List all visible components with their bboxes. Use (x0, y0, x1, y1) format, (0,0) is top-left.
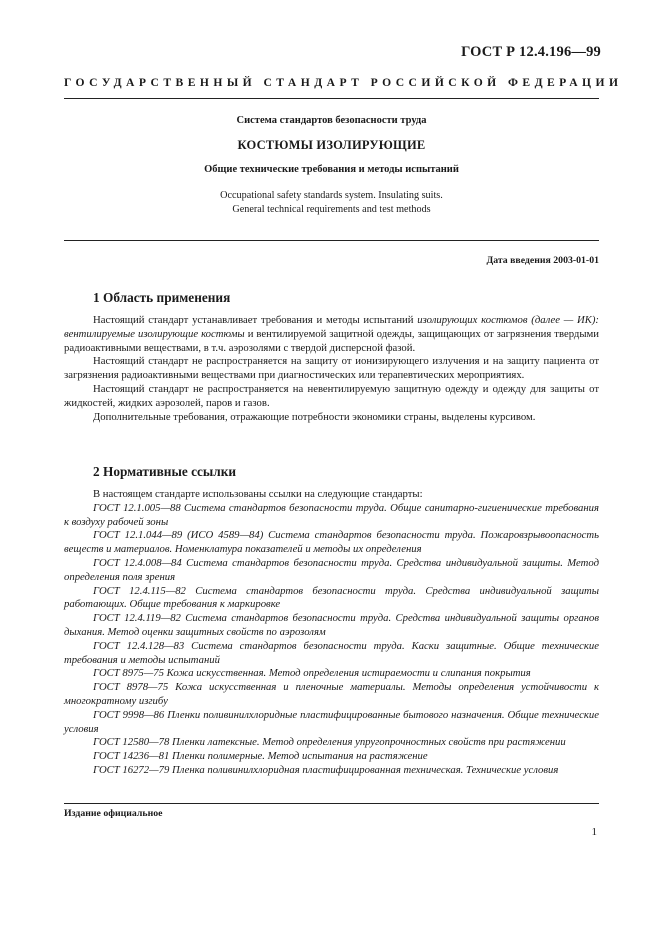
reference-item: ГОСТ 12.1.044—89 (ИСО 4589—84) Система стандартов безопасности труда. Пожаровзрывоопасность веществ и материалов. Номенклатура показателей и методы их определения (64, 529, 599, 556)
introduction-date: Дата введения 2003-01-01 (486, 255, 599, 266)
title-divider (64, 240, 599, 241)
state-standard-banner: ГОСУДАРСТВЕННЫЙ СТАНДАРТ РОССИЙСКОЙ ФЕДЕРАЦИИ (64, 76, 623, 89)
section-normative-references (64, 464, 599, 778)
references-list (64, 502, 599, 778)
subtitle: Общие технические требования и методы испытаний (204, 164, 459, 175)
reference-item: ГОСТ 12.1.005—88 Система стандартов безопасности труда. Общие санитарно-гигиенические требования к воздуху рабочей зоны (64, 501, 599, 528)
footer-divider (64, 803, 599, 804)
reference-item: ГОСТ 8975—75 Кожа искусственная. Метод определения истираемости и слипания покрытия (93, 667, 531, 680)
scope-p1-text-end: и вентилируемой защитной одежды, защищающих от загрязнения твердыми радиоактивными веществами, в т.ч. аэрозолями с твердой дисперсной фазой. (64, 327, 600, 354)
reference-item: ГОСТ 14236—81 Пленки полимерные. Метод испытания на растяжение (93, 750, 428, 763)
reference-item: ГОСТ 9998—86 Пленки поливинилхлоридные пластифицированные бытового назначения. Общие технические условия (64, 708, 599, 735)
official-edition-label: Издание официальное (64, 808, 163, 819)
document-code: ГОСТ Р 12.4.196—99 (461, 44, 601, 60)
reference-item: ГОСТ 12.4.128—83 Система стандартов безопасности труда. Каски защитные. Общие технические требования и методы испытаний (64, 639, 599, 666)
scope-p1-text: Настоящий стандарт устанавливает требования и методы испытаний (93, 314, 418, 326)
english-title-line-2: General technical requirements and test methods (232, 204, 431, 215)
page-number: 1 (591, 826, 597, 838)
reference-item: ГОСТ 12.4.119—82 Система стандартов безопасности труда. Средства индивидуальной защиты органов дыхания. Метод оценки защитных свойств по аэрозолям (64, 612, 599, 638)
scope-p1-italic: изолирующих костюмов (далее — ИК): вентилируемые изолирующие костюмы (64, 314, 599, 340)
reference-item: ГОСТ 12.4.008—84 Система стандартов безопасности труда. Средства индивидуальной защиты. Метод определения поля зрения (64, 556, 599, 583)
system-title: Система стандартов безопасности труда (236, 115, 427, 126)
section-scope (64, 290, 599, 424)
section-1-title: 1 Область применения (93, 290, 231, 305)
scope-paragraph-1 (64, 314, 599, 355)
main-title: КОСТЮМЫ ИЗОЛИРУЮЩИЕ (237, 138, 426, 152)
references-intro: В настоящем стандарте использованы ссылки на следующие стандарты: (93, 488, 423, 500)
scope-paragraph-2: Настоящий стандарт не распространяется на защиту от ионизирующего излучения и на защиту пациента от загрязнения радиоактивными веществами при диагностических или терапевтических мероприятиях. (64, 355, 599, 382)
scope-paragraph-4: Дополнительные требования, отражающие потребности экономики страны, выделены курсивом. (93, 410, 536, 423)
section-2-title: 2 Нормативные ссылки (93, 464, 237, 479)
scope-paragraph-3: Настоящий стандарт не распространяется на невентилируемую защитную одежду и одежду для защиты от жидкостей, жидких аэрозолей, паров и газов. (64, 382, 599, 409)
english-title-line-1: Occupational safety standards system. Insulating suits. (220, 190, 443, 201)
reference-item: ГОСТ 16272—79 Пленка поливинилхлоридная пластифицированная техническая. Технические условия (93, 763, 559, 776)
header-divider (64, 98, 599, 99)
reference-item: ГОСТ 12580—78 Пленки латексные. Метод определения упругопрочностных свойств при растяжении (93, 736, 566, 749)
reference-item: ГОСТ 12.4.115—82 Система стандартов безопасности труда. Средства индивидуальной защиты работающих. Общие требования к маркировке (64, 584, 599, 611)
reference-item: ГОСТ 8978—75 Кожа искусственная и пленочные материалы. Методы определения устойчивости к многократному изгибу (64, 681, 599, 707)
